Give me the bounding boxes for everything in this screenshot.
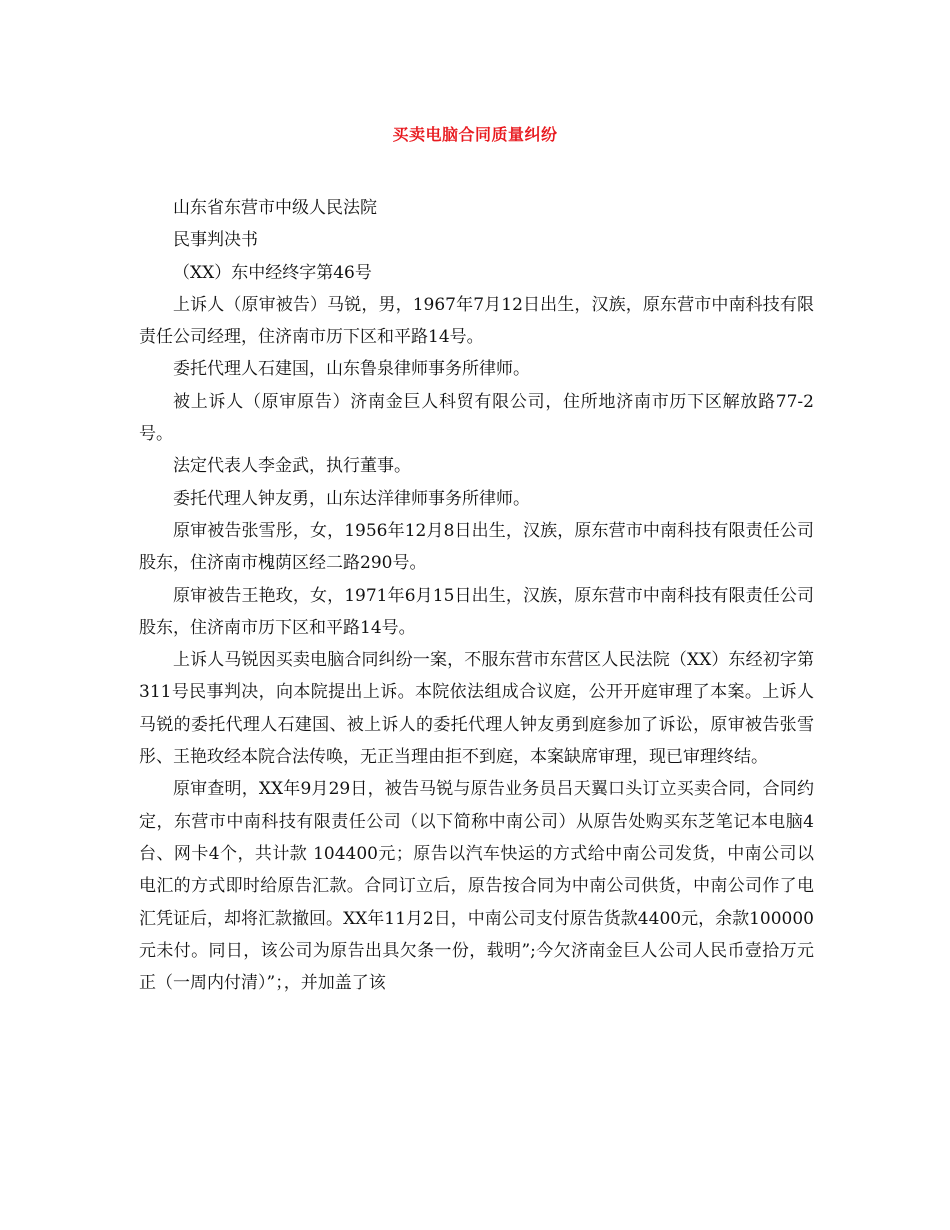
legal-representative-paragraph: 法定代表人李金武，执行董事。: [173, 456, 411, 477]
appellee-paragraph: 被上诉人（原审原告）济南金巨人科贸有限公司，住所地济南市历下区解放路77-2号。: [139, 391, 814, 445]
appellee-agent-paragraph: 委托代理人钟友勇，山东达洋律师事务所律师。: [173, 488, 530, 509]
document-type: 民事判决书: [173, 230, 258, 251]
court-name: 山东省东营市中级人民法院: [173, 198, 377, 218]
appellant-agent-paragraph: 委托代理人石建国，山东鲁泉律师事务所律师。: [173, 359, 530, 380]
defendant-zhang-paragraph: 原审被告张雪彤，女，1956年12月8日出生，汉族，原东营市中南科技有限责任公司股东，住济南市槐荫区经二路290号。: [139, 520, 814, 574]
defendant-wang-paragraph: 原审被告王艳玫，女，1971年6月15日出生，汉族，原东营市中南科技有限责任公司股东，住济南市历下区和平路14号。: [139, 585, 814, 638]
appellant-paragraph: 上诉人（原审被告）马锐，男，1967年7月12日出生，汉族，原东营市中南科技有限责任公司经理，住济南市历下区和平路14号。: [139, 294, 814, 348]
case-summary-paragraph: 上诉人马锐因买卖电脑合同纠纷一案，不服东营市东营区人民法院（XX）东经初字第311号民事判决，向本院提出上诉。本院依法组成合议庭，公开开庭审理了本案。上诉人马锐的委托代理人石建国、被上诉人的委托代理人钟友勇到庭参加了诉讼，原审被告张雪彤、王艳玫经本院合法传唤，无正当理由拒不到庭，本案缺席审理，现已审理终结。: [139, 650, 814, 768]
case-number: （XX）东中经终字第46号: [173, 262, 372, 283]
findings-paragraph: 原审查明，XX年9月29日，被告马锐与原告业务员吕天翼口头订立买卖合同，合同约定，东营市中南科技有限责任公司（以下简称中南公司）从原告处购买东芝笔记本电脑4台、网卡4个，共计款 104400元；原告以汽车快运的方式给中南公司发货，中南公司以电汇的方式即时给原告汇款。合同订立后，原告按合同为中南公司供货，中南公司作了电汇凭证后，却将汇款撤回。XX年11月2日，中南公司支付原告货款4400元，余款100000元未付。同日，该公司为原告出具欠条一份，载明”;今欠济南金巨人公司人民币壹拾万元正（一周内付清）”；，并加盖了该: [139, 779, 814, 994]
document-title: 买卖电脑合同质量纠纷: [392, 125, 558, 144]
document-body: [139, 192, 814, 999]
